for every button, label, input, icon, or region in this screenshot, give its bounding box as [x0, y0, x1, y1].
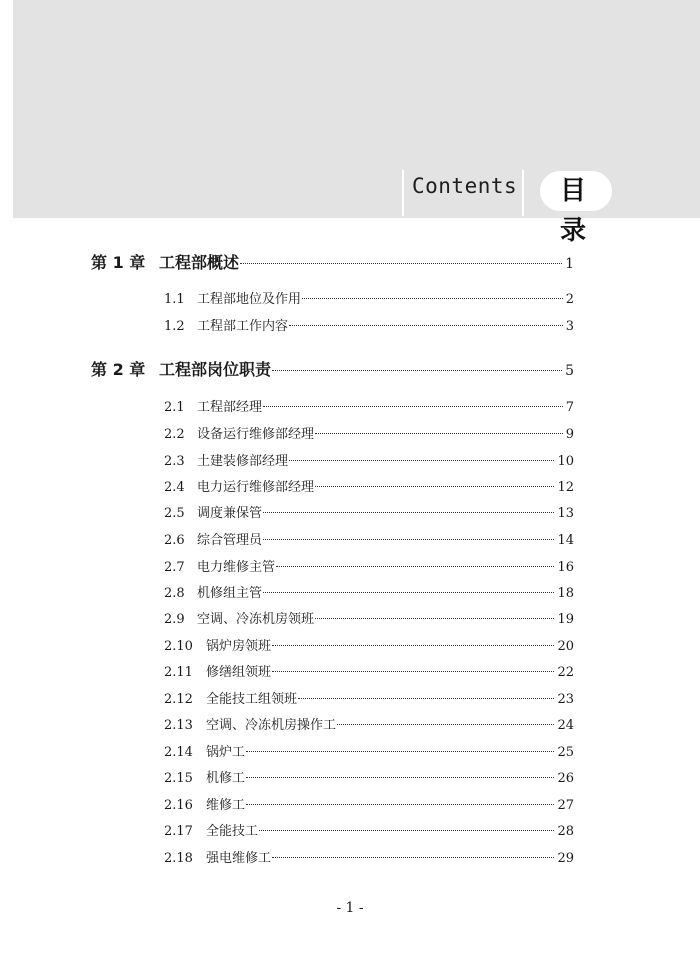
page-number: 29 [557, 851, 574, 866]
dot-leader [337, 724, 554, 725]
section-number: 2.15 [164, 771, 193, 786]
toc-section-2-12[interactable] [164, 688, 574, 707]
section-title: 设备运行维修部经理 [197, 427, 315, 442]
dot-leader [272, 370, 562, 371]
page-number: 18 [557, 586, 574, 601]
chapter-title: 工程部岗位职责 [159, 360, 272, 379]
toc-section-2-17[interactable] [164, 820, 574, 839]
page-title: 目 录 [540, 171, 612, 211]
section-title: 空调、冷冻机房操作工 [206, 718, 337, 733]
section-number: 2.14 [164, 745, 193, 760]
section-title: 电力运行维修部经理 [197, 480, 315, 495]
dot-leader [315, 433, 563, 434]
toc-section-2-1[interactable] [164, 396, 574, 415]
toc-section-2-13[interactable] [164, 714, 574, 733]
toc-section-2-14[interactable] [164, 741, 574, 760]
toc-section-2-11[interactable] [164, 661, 574, 680]
section-number: 2.13 [164, 718, 193, 733]
page-number: 19 [557, 612, 574, 627]
section-number: 2.5 [164, 506, 185, 521]
toc-section-2-2[interactable] [164, 423, 574, 442]
section-number: 2.8 [164, 586, 185, 601]
dot-leader [302, 298, 563, 299]
section-title: 锅炉工 [206, 745, 246, 760]
section-number: 2.2 [164, 427, 185, 442]
section-title: 机修组主管 [197, 586, 263, 601]
page-number: 25 [557, 745, 574, 760]
page-number: 23 [557, 692, 574, 707]
section-title: 维修工 [206, 798, 246, 813]
toc-section-2-3[interactable] [164, 450, 574, 469]
page-number: 27 [557, 798, 574, 813]
dot-leader [315, 618, 554, 619]
dot-leader [263, 512, 554, 513]
dot-leader [246, 777, 554, 778]
section-title: 工程部经理 [197, 400, 263, 415]
chapter-number: 第 1 章 [91, 253, 146, 272]
section-number: 2.17 [164, 824, 193, 839]
toc-chapter-1[interactable] [91, 250, 574, 273]
section-number: 2.1 [164, 400, 185, 415]
page-number: 3 [565, 319, 574, 334]
page-number: 9 [565, 427, 574, 442]
dot-leader [263, 406, 563, 407]
dot-leader [289, 460, 554, 461]
page-number: 5 [565, 363, 574, 379]
toc-section-2-10[interactable] [164, 635, 574, 654]
page-footer-number: - 1 - [336, 900, 364, 916]
page-number: 28 [557, 824, 574, 839]
dot-leader [246, 751, 554, 752]
dot-leader [298, 698, 554, 699]
page-number: 12 [557, 480, 574, 495]
toc-section-1-1[interactable] [164, 288, 574, 307]
section-number: 2.16 [164, 798, 193, 813]
section-title: 机修工 [206, 771, 246, 786]
section-number: 2.6 [164, 533, 185, 548]
page-number: 20 [557, 639, 574, 654]
section-title: 调度兼保管 [197, 506, 263, 521]
section-number: 1.2 [164, 319, 185, 334]
section-title: 修缮组领班 [206, 665, 272, 680]
section-number: 2.4 [164, 480, 185, 495]
toc-section-2-4[interactable] [164, 476, 574, 495]
dot-leader [263, 592, 554, 593]
page-number: 13 [557, 506, 574, 521]
toc-section-2-18[interactable] [164, 847, 574, 866]
header-separator [402, 170, 404, 216]
dot-leader [246, 804, 554, 805]
toc-section-2-7[interactable] [164, 556, 574, 575]
section-number: 2.11 [164, 665, 193, 680]
section-number: 2.10 [164, 639, 193, 654]
section-title: 全能技工组领班 [206, 692, 298, 707]
toc-chapter-2[interactable] [91, 357, 574, 380]
section-title: 全能技工 [206, 824, 259, 839]
section-title: 工程部工作内容 [197, 319, 289, 334]
dot-leader [263, 539, 554, 540]
toc-section-2-5[interactable] [164, 502, 574, 521]
dot-leader [276, 566, 554, 567]
dot-leader [272, 857, 554, 858]
page-number: 2 [565, 292, 574, 307]
page-number: 14 [557, 533, 574, 548]
page-number: 26 [557, 771, 574, 786]
dot-leader [259, 830, 554, 831]
section-title: 土建装修部经理 [197, 454, 289, 469]
toc-section-1-2[interactable] [164, 315, 574, 334]
dot-leader [240, 263, 562, 264]
page-number: 24 [557, 718, 574, 733]
section-title: 空调、冷冻机房领班 [197, 612, 315, 627]
toc-section-2-8[interactable] [164, 582, 574, 601]
contents-heading: Contents [412, 174, 518, 198]
toc-section-2-15[interactable] [164, 767, 574, 786]
section-title: 综合管理员 [197, 533, 263, 548]
section-title: 锅炉房领班 [206, 639, 272, 654]
section-title: 工程部地位及作用 [197, 292, 302, 307]
page-number: 22 [557, 665, 574, 680]
section-number: 2.3 [164, 454, 185, 469]
dot-leader [289, 325, 563, 326]
section-number: 2.18 [164, 851, 193, 866]
section-number: 2.7 [164, 560, 185, 575]
toc-section-2-16[interactable] [164, 794, 574, 813]
dot-leader [272, 645, 554, 646]
section-number: 1.1 [164, 292, 185, 307]
page-number: 16 [557, 560, 574, 575]
dot-leader [315, 486, 554, 487]
section-title: 电力维修主管 [197, 560, 276, 575]
page-number: 10 [557, 454, 574, 469]
dot-leader [272, 671, 554, 672]
page-number: 7 [565, 400, 574, 415]
chapter-number: 第 2 章 [91, 360, 146, 379]
section-number: 2.9 [164, 612, 185, 627]
toc-section-2-6[interactable] [164, 529, 574, 548]
section-title: 强电维修工 [206, 851, 272, 866]
page-number: 1 [565, 256, 574, 272]
header-separator [522, 170, 524, 216]
toc-section-2-9[interactable] [164, 608, 574, 627]
chapter-title: 工程部概述 [159, 253, 240, 272]
section-number: 2.12 [164, 692, 193, 707]
